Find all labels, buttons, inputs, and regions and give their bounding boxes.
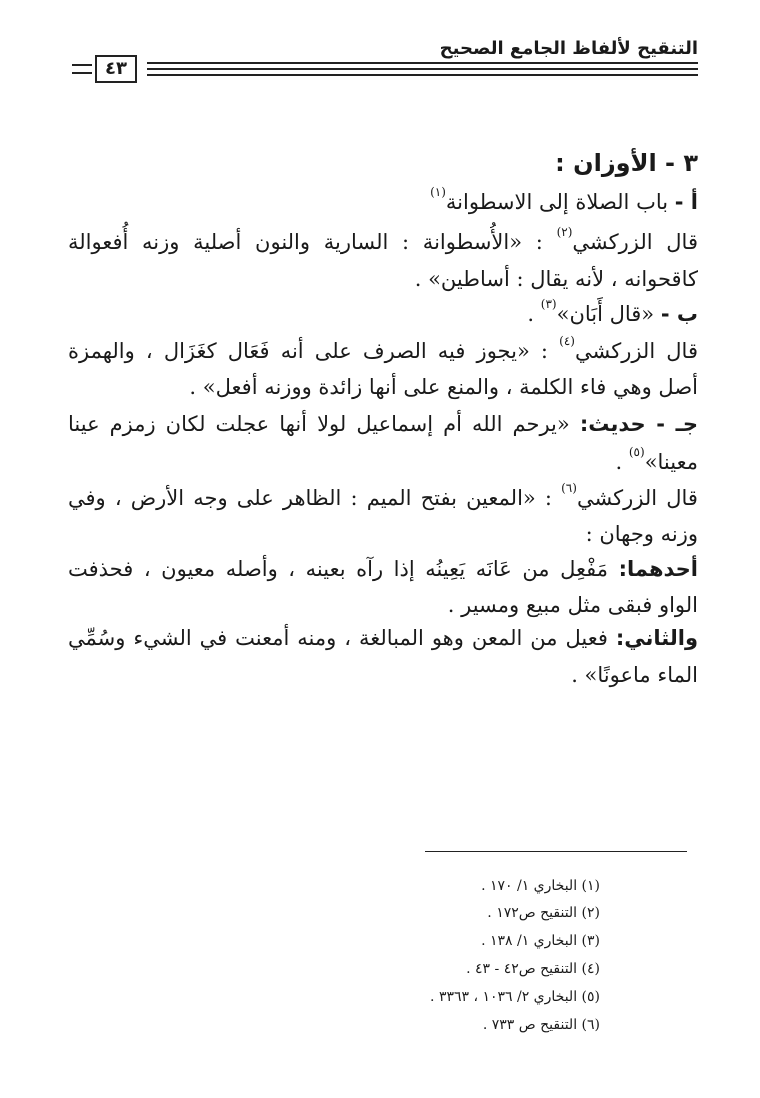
footnote-separator <box>425 851 687 852</box>
footnote-3: (٣) البخاري ١/ ١٣٨ . <box>481 933 600 949</box>
text-line-8: معينا»$^{(٥)}$ . <box>615 445 698 474</box>
header-rule-left-bottom <box>72 72 92 74</box>
running-header-title: التنقيح لألفاظ الجامع الصحيح <box>439 38 698 59</box>
text-line-1: أ - باب الصلاة إلى الاسطوانة$^{(١)}$ <box>430 185 698 214</box>
text-line-2: قال الزركشي$^{(٢)}$ : «الأُسطوانة : السارية والنون أصلية وزنه أُفعوالة <box>68 225 698 254</box>
text-line-9: قال الزركشي$^{(٦)}$ : «المعين بفتح الميم : الظاهر على وجه الأرض ، وفي <box>68 481 698 510</box>
footnote-4: (٤) التنقيح ص٤٢ - ٤٣ . <box>466 961 600 977</box>
footnote-ref-2: (٢) <box>556 225 573 239</box>
footnote-ref-5: (٥) <box>628 445 645 459</box>
header-rule-middle <box>147 68 698 70</box>
text-line-11: أحدهما: مَفْعِل من عَانَه يَعِينُه إذا رآه بعينه ، وأصله معيون ، فحذفت <box>68 557 698 581</box>
text-line-13: والثاني: فعيل من المعن وهو المبالغة ، ومنه أمعنت في الشيء وسُمِّي <box>68 626 698 650</box>
text-line-10: وزنه وجهان : <box>585 522 698 546</box>
term-second: والثاني: <box>615 626 698 650</box>
header-rule-bottom <box>147 74 698 76</box>
footnote-ref-1: (١) <box>430 185 446 199</box>
page-number: ٤٣ <box>95 55 137 83</box>
text-line-14: الماء ماعونًا» . <box>571 663 698 687</box>
item-marker-c: جـ - حديث: <box>579 412 698 436</box>
section-heading: ٣ - الأوزان : <box>555 149 698 177</box>
text-line-6: أصل وهي فاء الكلمة ، والمنع على أنها زائدة ووزنه أفعل» . <box>189 375 698 399</box>
text-line-7: جـ - حديث: «يرحم الله أم إسماعيل لولا أنها عجلت لكان زمزم عينا <box>68 412 698 436</box>
footnote-5: (٥) البخاري ٢/ ١٠٣٦ ، ٣٣٦٣ . <box>430 989 600 1005</box>
footnote-2: (٢) التنقيح ص١٧٢ . <box>487 905 600 921</box>
text-line-4: ب - «قال أَبَان»$^{(٣)}$ . <box>527 297 698 326</box>
footnote-ref-3: (٣) <box>540 297 557 311</box>
footnote-ref-4: (٤) <box>559 334 575 348</box>
item-marker-a: أ - <box>674 190 698 214</box>
footnote-1: (١) البخاري ١/ ١٧٠ . <box>481 878 600 894</box>
header-rule-left-top <box>72 64 92 66</box>
term-first: أحدهما: <box>618 557 698 581</box>
text-line-5: قال الزركشي$^{(٤)}$ : «يجوز فيه الصرف على أنه فَعَال كغَزَال ، والهمزة <box>68 334 698 363</box>
item-marker-b: ب - <box>660 302 698 326</box>
text-line-3: كاقحوانه ، لأنه يقال : أساطين» . <box>414 267 698 291</box>
header-rule-top <box>147 62 698 64</box>
footnote-6: (٦) التنقيح ص ٧٣٣ . <box>482 1017 600 1033</box>
footnote-ref-6: (٦) <box>561 481 577 495</box>
text-line-12: الواو فبقى مثل مبيع ومسير . <box>447 593 698 617</box>
